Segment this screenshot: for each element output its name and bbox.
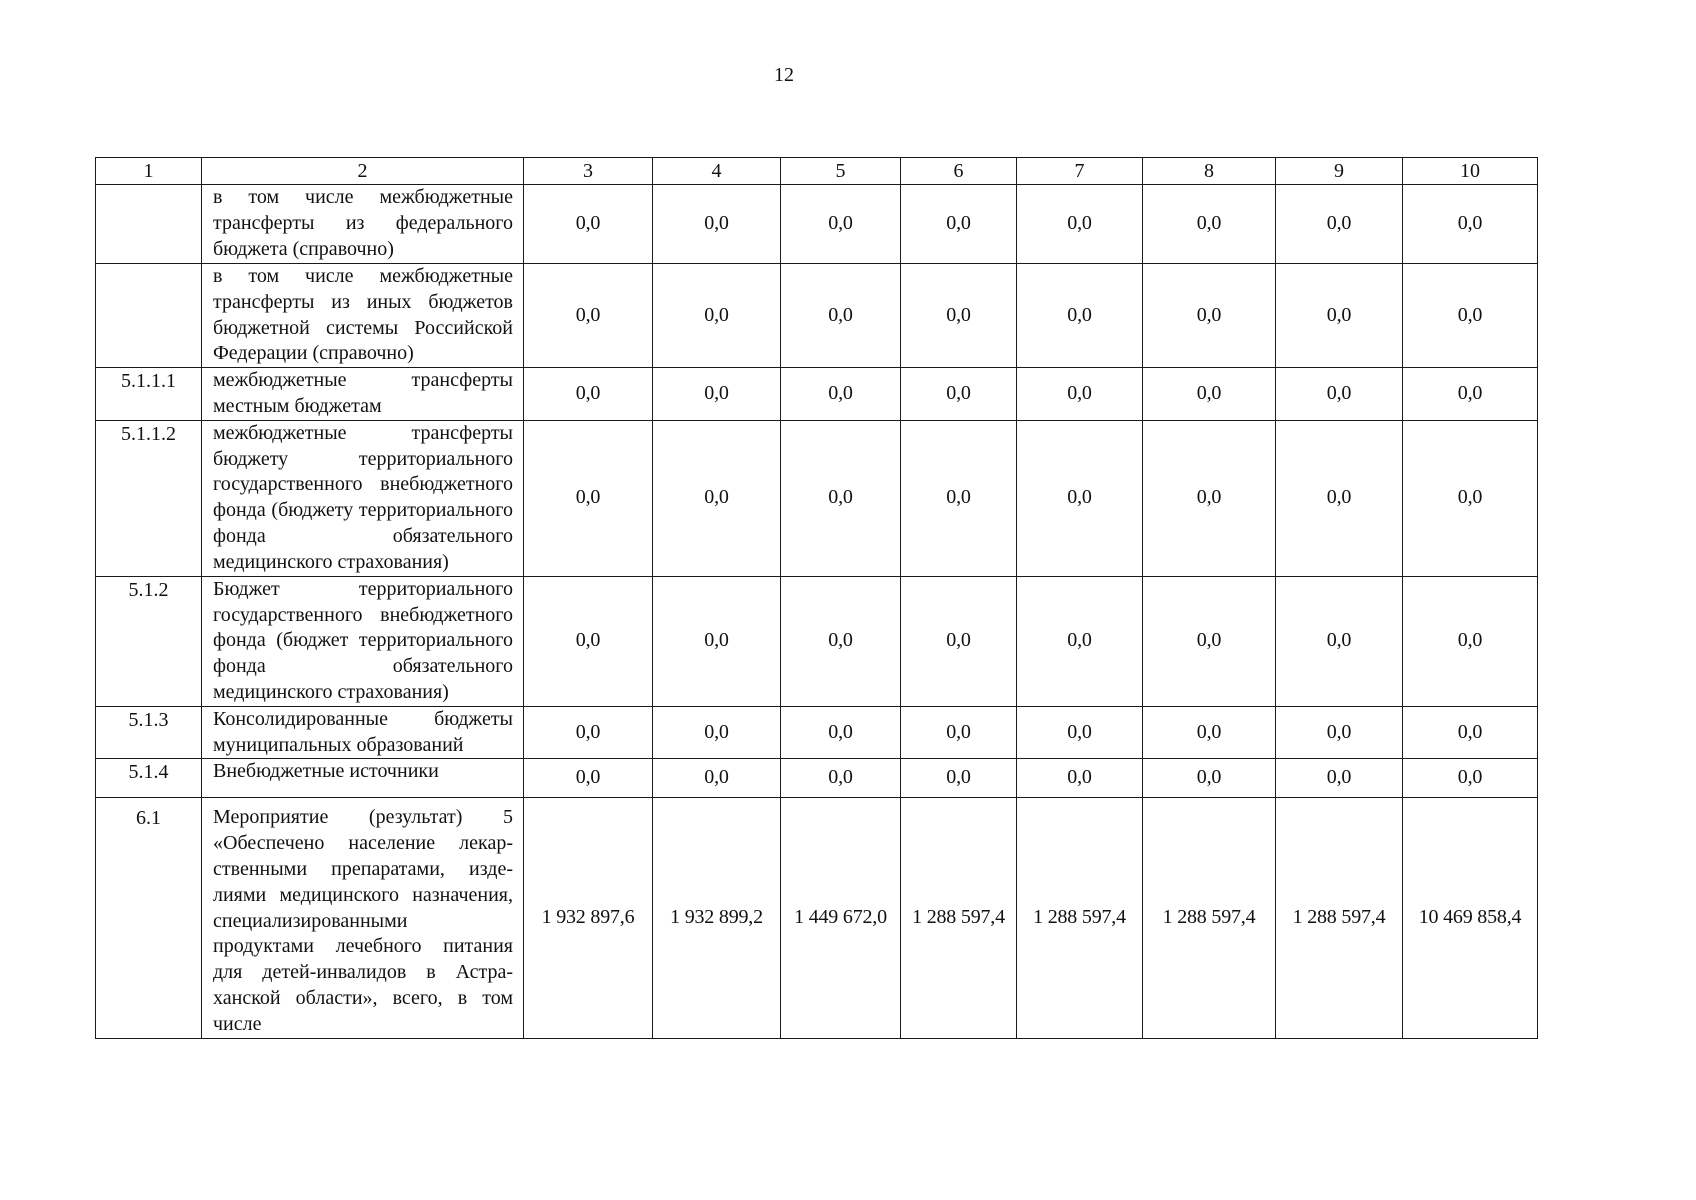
value-cell: 0,0 — [1276, 420, 1403, 576]
value-cell: 0,0 — [1276, 706, 1403, 759]
table-row — [96, 759, 1538, 798]
row-description: Бюджет территориального государственного внебюджетного фонда (бюджет территориального фонда обязательного медицинского страхования) — [202, 576, 524, 706]
value-cell: 0,0 — [901, 368, 1017, 421]
row-code: 5.1.2 — [96, 576, 202, 706]
column-header: 2 — [202, 158, 524, 185]
row-description: межбюджетные трансферты бюджету территориального государственного внебюджетного фонда (бюджету территориального фонда обязательного медицинского страхования) — [202, 420, 524, 576]
page-number: 12 — [774, 64, 794, 86]
row-code: 5.1.1.1 — [96, 368, 202, 421]
value-cell: 0,0 — [901, 185, 1017, 264]
column-header: 8 — [1143, 158, 1276, 185]
value-cell: 0,0 — [524, 368, 653, 421]
column-header: 6 — [901, 158, 1017, 185]
row-description: в том числе межбюджетные трансферты из иных бюджетов бюджетной системы Российской Федерации (справочно) — [202, 264, 524, 368]
value-cell: 1 932 899,2 — [653, 798, 781, 1038]
row-description: Мероприятие (результат) 5 «Обеспечено население лекарственными препаратами, изделиями медицинского назначения, специализированными продуктами лечебного питания для детей-инвалидов в Астраханской области», всего, в том числе — [202, 798, 524, 1038]
value-cell: 0,0 — [524, 706, 653, 759]
value-cell: 0,0 — [1403, 264, 1538, 368]
row-code — [96, 185, 202, 264]
value-cell: 0,0 — [1276, 759, 1403, 798]
value-cell: 0,0 — [901, 759, 1017, 798]
table-row — [96, 706, 1538, 759]
row-code: 6.1 — [96, 798, 202, 1038]
value-cell: 1 288 597,4 — [1017, 798, 1143, 1038]
column-header: 7 — [1017, 158, 1143, 185]
table-row — [96, 185, 1538, 264]
row-description: Внебюджетные источники — [202, 759, 524, 798]
value-cell: 0,0 — [781, 264, 901, 368]
row-code: 5.1.3 — [96, 706, 202, 759]
column-header: 10 — [1403, 158, 1538, 185]
value-cell: 0,0 — [1276, 185, 1403, 264]
value-cell: 0,0 — [524, 420, 653, 576]
table-header-row — [96, 158, 1538, 185]
table-row — [96, 420, 1538, 576]
value-cell: 0,0 — [1143, 264, 1276, 368]
budget-table — [95, 157, 1538, 1039]
value-cell: 0,0 — [1017, 759, 1143, 798]
column-header: 5 — [781, 158, 901, 185]
value-cell: 0,0 — [653, 368, 781, 421]
row-description: Консолидированные бюджеты муниципальных образований — [202, 706, 524, 759]
value-cell: 0,0 — [781, 576, 901, 706]
row-description: межбюджетные трансферты местным бюджетам — [202, 368, 524, 421]
table-row — [96, 368, 1538, 421]
table-row — [96, 798, 1538, 1038]
value-cell: 0,0 — [1276, 264, 1403, 368]
value-cell: 0,0 — [1403, 368, 1538, 421]
value-cell: 0,0 — [524, 264, 653, 368]
value-cell: 0,0 — [781, 185, 901, 264]
column-header: 9 — [1276, 158, 1403, 185]
value-cell: 0,0 — [1017, 185, 1143, 264]
value-cell: 1 932 897,6 — [524, 798, 653, 1038]
value-cell: 1 288 597,4 — [1276, 798, 1403, 1038]
row-code: 5.1.1.2 — [96, 420, 202, 576]
value-cell: 0,0 — [1403, 759, 1538, 798]
value-cell: 0,0 — [1143, 706, 1276, 759]
value-cell: 0,0 — [524, 185, 653, 264]
value-cell: 0,0 — [1017, 706, 1143, 759]
value-cell: 0,0 — [901, 420, 1017, 576]
value-cell: 0,0 — [1276, 368, 1403, 421]
value-cell: 1 449 672,0 — [781, 798, 901, 1038]
value-cell: 0,0 — [1143, 185, 1276, 264]
table-row — [96, 576, 1538, 706]
value-cell: 0,0 — [781, 706, 901, 759]
value-cell: 0,0 — [1276, 576, 1403, 706]
value-cell: 0,0 — [653, 185, 781, 264]
value-cell: 0,0 — [781, 759, 901, 798]
value-cell: 0,0 — [901, 264, 1017, 368]
value-cell: 1 288 597,4 — [1143, 798, 1276, 1038]
value-cell: 0,0 — [1017, 264, 1143, 368]
value-cell: 0,0 — [781, 368, 901, 421]
value-cell: 0,0 — [653, 264, 781, 368]
value-cell: 0,0 — [653, 759, 781, 798]
value-cell: 0,0 — [524, 759, 653, 798]
value-cell: 0,0 — [524, 576, 653, 706]
value-cell: 0,0 — [653, 576, 781, 706]
value-cell: 0,0 — [1143, 576, 1276, 706]
value-cell: 0,0 — [1143, 368, 1276, 421]
value-cell: 0,0 — [1017, 368, 1143, 421]
value-cell: 0,0 — [1143, 420, 1276, 576]
row-description: в том числе межбюджетные трансферты из федерального бюджета (справочно) — [202, 185, 524, 264]
value-cell: 0,0 — [1403, 576, 1538, 706]
value-cell: 0,0 — [901, 576, 1017, 706]
value-cell: 0,0 — [653, 420, 781, 576]
value-cell: 0,0 — [901, 706, 1017, 759]
value-cell: 0,0 — [1017, 420, 1143, 576]
row-code: 5.1.4 — [96, 759, 202, 798]
table-row — [96, 264, 1538, 368]
value-cell: 0,0 — [1403, 706, 1538, 759]
value-cell: 0,0 — [1017, 576, 1143, 706]
column-header: 1 — [96, 158, 202, 185]
value-cell: 0,0 — [1403, 185, 1538, 264]
row-code — [96, 264, 202, 368]
column-header: 3 — [524, 158, 653, 185]
value-cell: 1 288 597,4 — [901, 798, 1017, 1038]
value-cell: 0,0 — [1403, 420, 1538, 576]
column-header: 4 — [653, 158, 781, 185]
value-cell: 0,0 — [1143, 759, 1276, 798]
value-cell: 0,0 — [781, 420, 901, 576]
value-cell: 0,0 — [653, 706, 781, 759]
value-cell: 10 469 858,4 — [1403, 798, 1538, 1038]
